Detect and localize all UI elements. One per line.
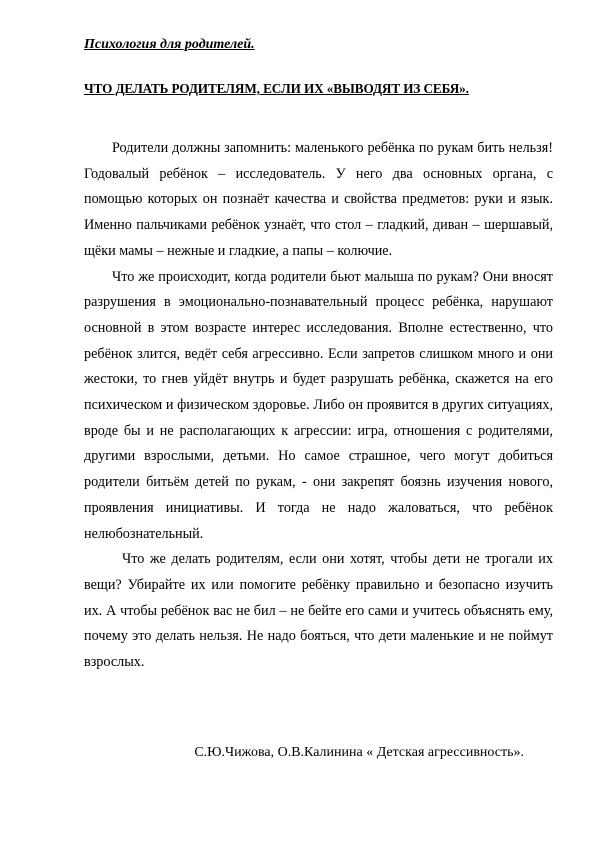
article-body (84, 136, 553, 676)
paragraph: Родители должны запомнить: маленького ребёнка по рукам бить нельзя! Годовалый ребёнок – исследователь. У него два основных органа, с помощью которых он познаёт качества и свойства предметов: руки и язык. Именно пальчиками ребёнок узнаёт, что стол – гладкий, диван – шершавый, щёки мамы – нежные и гладкие, а папы – колючие. (84, 140, 553, 259)
paragraph: Что же происходит, когда родители бьют малыша по рукам? Они вносят разрушения в эмоционально-познавательный процесс ребёнка, нарушают основной в этом возрасте интерес исследования. Вполне естественно, что ребёнок злится, ведёт себя агрессивно. Если запретов слишком много и они жестоки, то гнев уйдёт внутрь и будет разрушать ребёнка, скажется на его психическом и физическом здоровье. Либо он проявится в других ситуациях, вроде бы и не располагающих к агрессии: игра, отношения с родителями, другими взрослыми, детьми. Но самое страшное, чего могут добиться родители битьём детей по рукам, - они закрепят боязнь изучения нового, проявления инициативы. И тогда не надо жаловаться, что ребёнок нелюбознательный. (84, 268, 553, 542)
article-title: ЧТО ДЕЛАТЬ РОДИТЕЛЯМ, ЕСЛИ ИХ «ВЫВОДЯТ ИЗ СЕБЯ». (84, 81, 469, 96)
paragraph: Что же делать родителям, если они хотят, чтобы дети не трогали их вещи? Убирайте их или помогите ребёнку правильно и безопасно изучить их. А чтобы ребёнок вас не бил – не бейте его сами и учитесь объяснять ему, почему это делать нельзя. Не надо бояться, что дети маленькие и не поймут взрослых. (84, 551, 553, 671)
section-title: Психология для родителей. (84, 37, 255, 52)
source-citation: С.Ю.Чижова, О.В.Калинина « Детская агрессивность». (194, 745, 524, 760)
